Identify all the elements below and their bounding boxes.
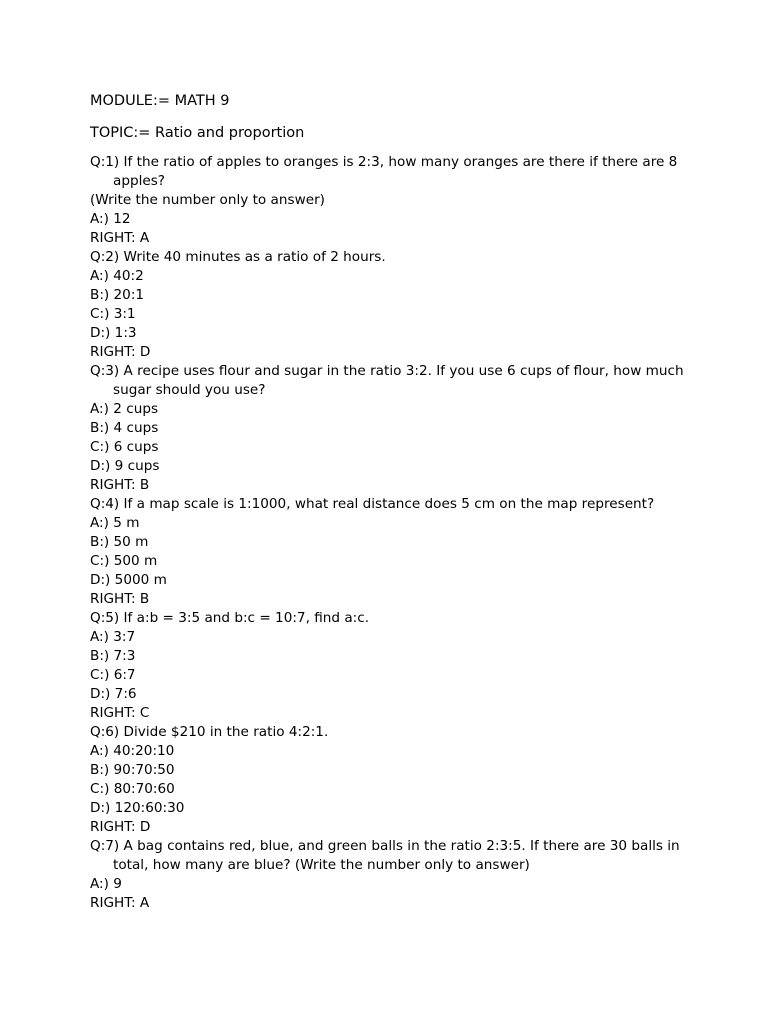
right-answer: RIGHT: B <box>90 477 150 493</box>
answer-option: D:) 1:3 <box>90 325 137 341</box>
question-text: Q:2) Write 40 minutes as a ratio of 2 hours. <box>90 249 386 265</box>
answer-option: A:) 3:7 <box>90 629 136 645</box>
right-answer: RIGHT: D <box>90 344 151 360</box>
document-page <box>90 91 690 913</box>
answer-option: D:) 120:60:30 <box>90 800 185 816</box>
answer-option: C:) 6 cups <box>90 439 159 455</box>
answer-option: B:) 20:1 <box>90 287 145 303</box>
right-answer: RIGHT: D <box>90 819 151 835</box>
answer-option: B:) 50 m <box>90 534 149 550</box>
right-answer: RIGHT: C <box>90 705 150 721</box>
answer-option: D:) 9 cups <box>90 458 160 474</box>
module-heading: MODULE:= MATH 9 <box>90 93 230 109</box>
answer-option: A:) 2 cups <box>90 401 159 417</box>
answer-option: B:) 90:70:50 <box>90 762 175 778</box>
answer-option: C:) 3:1 <box>90 306 136 322</box>
answer-option: A:) 12 <box>90 211 131 227</box>
question-text: Q:3) A recipe uses flour and sugar in the ratio 3:2. If you use 6 cups of flour, how much sugar should you use? <box>90 363 684 398</box>
right-answer: RIGHT: A <box>90 230 150 246</box>
question-block-3 <box>90 362 690 495</box>
answer-option: A:) 40:2 <box>90 268 144 284</box>
answer-option: C:) 6:7 <box>90 667 136 683</box>
question-block-7 <box>90 837 690 913</box>
answer-option: D:) 7:6 <box>90 686 137 702</box>
topic-heading: TOPIC:= Ratio and proportion <box>90 125 305 141</box>
answer-option: C:) 80:70:60 <box>90 781 175 797</box>
answer-option: D:) 5000 m <box>90 572 167 588</box>
right-answer: RIGHT: B <box>90 591 150 607</box>
question-text: Q:4) If a map scale is 1:1000, what real distance does 5 cm on the map represent? <box>90 496 655 512</box>
question-block-1 <box>90 153 690 248</box>
question-text: Q:6) Divide $210 in the ratio 4:2:1. <box>90 724 329 740</box>
question-block-4 <box>90 495 690 609</box>
answer-option: B:) 4 cups <box>90 420 159 436</box>
right-answer: RIGHT: A <box>90 895 150 911</box>
question-text: Q:7) A bag contains red, blue, and green balls in the ratio 2:3:5. If there are 30 balls in total, how many are blue? (Write the number only to answer) <box>90 838 680 873</box>
question-block-5 <box>90 609 690 723</box>
answer-option: A:) 40:20:10 <box>90 743 175 759</box>
question-note: (Write the number only to answer) <box>90 192 325 208</box>
answer-option: A:) 5 m <box>90 515 140 531</box>
question-text: Q:1) If the ratio of apples to oranges is 2:3, how many oranges are there if there are 8 apples? <box>90 154 678 189</box>
answer-option: A:) 9 <box>90 876 122 892</box>
question-list <box>90 153 690 913</box>
answer-option: B:) 7:3 <box>90 648 136 664</box>
answer-option: C:) 500 m <box>90 553 158 569</box>
question-block-6 <box>90 723 690 837</box>
question-text: Q:5) If a:b = 3:5 and b:c = 10:7, find a:c. <box>90 610 370 626</box>
question-block-2 <box>90 248 690 362</box>
